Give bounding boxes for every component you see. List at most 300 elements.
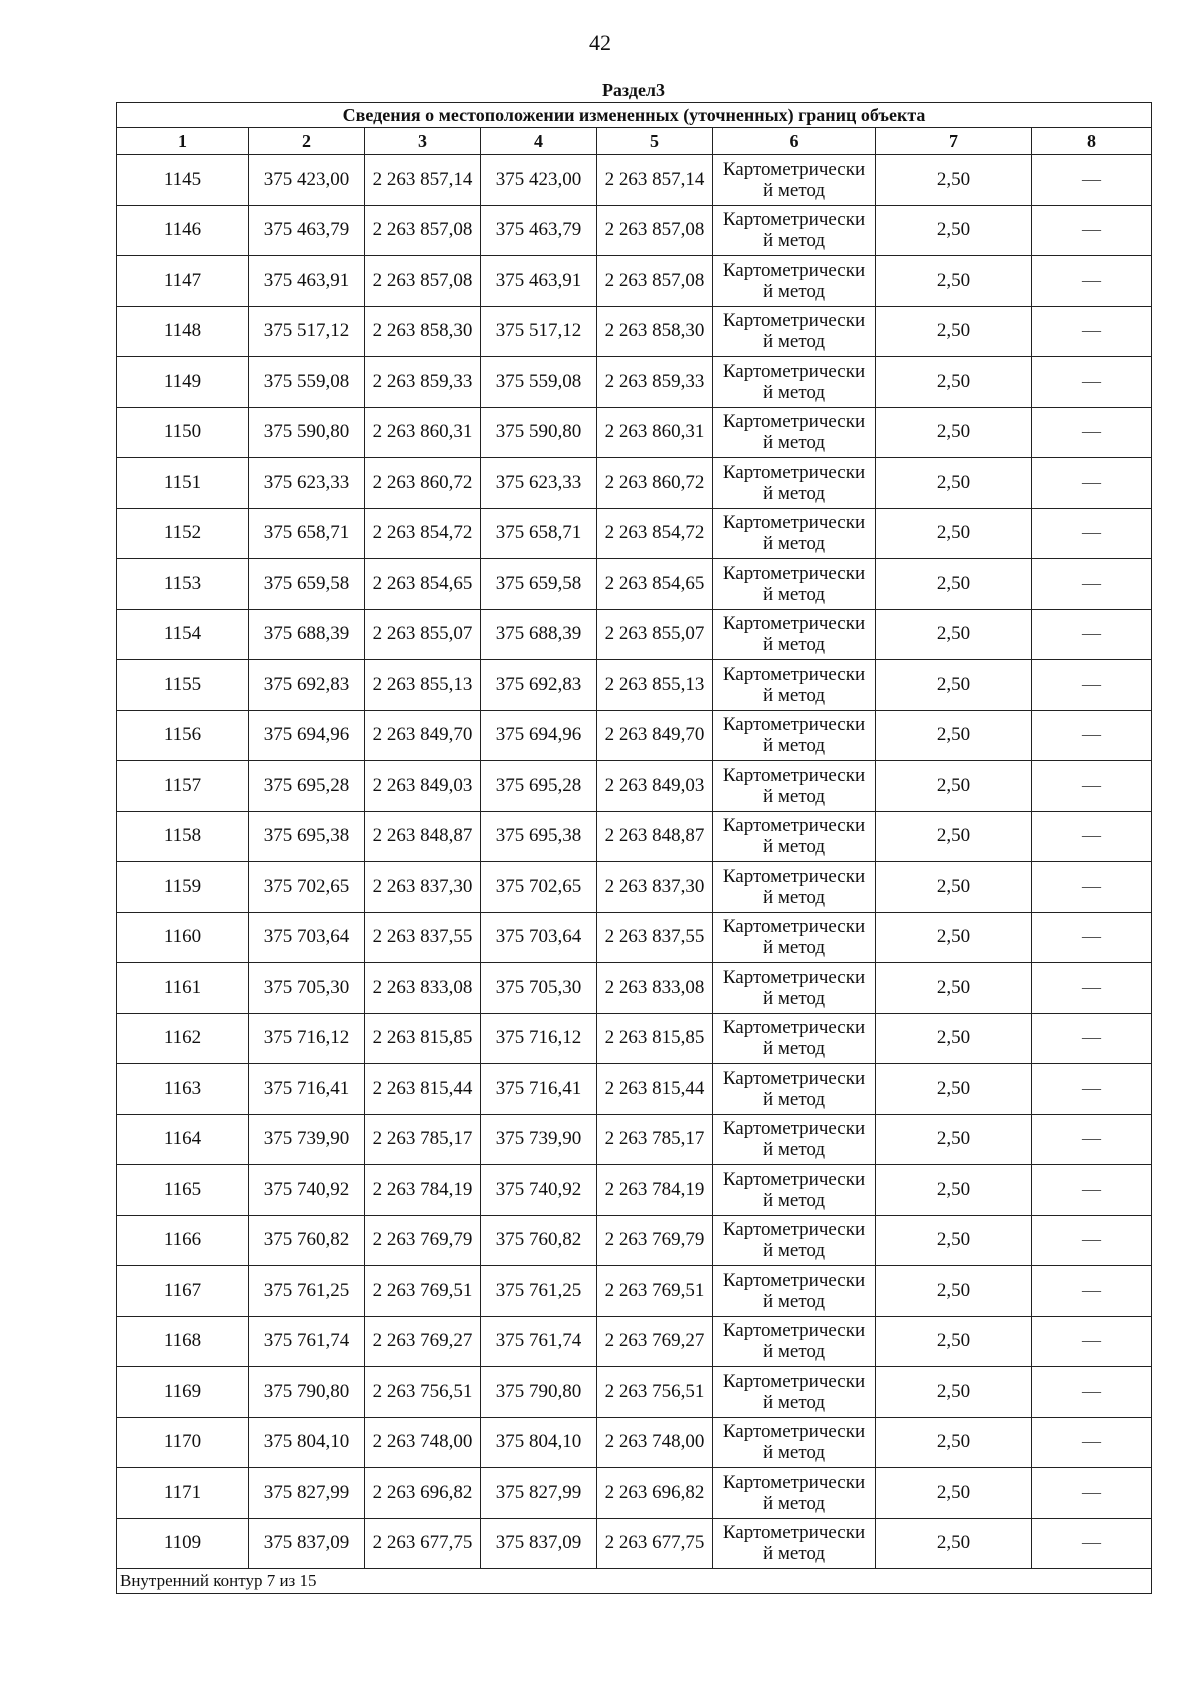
method-cell <box>713 1367 876 1418</box>
y-old-cell: 2 263 815,85 <box>365 1013 481 1064</box>
table-row <box>117 609 1152 660</box>
method-cell <box>713 559 876 610</box>
precision-cell: 2,50 <box>876 205 1032 256</box>
y-old-cell: 2 263 748,00 <box>365 1417 481 1468</box>
x-new-cell: 375 694,96 <box>481 710 597 761</box>
method-line-1: Картометрически <box>722 1269 866 1291</box>
y-new-cell: 2 263 858,30 <box>597 306 713 357</box>
method-line-1: Картометрически <box>722 1067 866 1089</box>
y-new-cell: 2 263 769,27 <box>597 1316 713 1367</box>
y-old-cell: 2 263 857,08 <box>365 256 481 307</box>
precision-cell: 2,50 <box>876 862 1032 913</box>
method-line-1: Картометрически <box>722 663 866 685</box>
section-label: Раздел3 <box>601 80 666 100</box>
x-old-cell: 375 692,83 <box>249 660 365 711</box>
x-new-cell: 375 590,80 <box>481 407 597 458</box>
footer-row <box>117 1569 1152 1594</box>
method-line-1: Картометрически <box>722 512 866 534</box>
y-old-cell: 2 263 860,31 <box>365 407 481 458</box>
method-cell <box>713 1114 876 1165</box>
y-new-cell: 2 263 837,30 <box>597 862 713 913</box>
method-line-1: Картометрически <box>722 764 866 786</box>
method-cell <box>713 256 876 307</box>
method-cell <box>713 912 876 963</box>
table-row <box>117 1417 1152 1468</box>
x-old-cell: 375 695,38 <box>249 811 365 862</box>
x-new-cell: 375 705,30 <box>481 963 597 1014</box>
method-line-1: Картометрически <box>722 158 866 180</box>
point-number-cell: 1109 <box>117 1518 249 1569</box>
point-number-cell: 1164 <box>117 1114 249 1165</box>
table-row <box>117 458 1152 509</box>
method-cell <box>713 1468 876 1519</box>
x-new-cell: 375 703,64 <box>481 912 597 963</box>
method-line-1: Картометрически <box>722 411 866 433</box>
method-line-1: Картометрически <box>722 461 866 483</box>
x-new-cell: 375 716,41 <box>481 1064 597 1115</box>
method-line-1: Картометрически <box>722 1471 866 1493</box>
y-new-cell: 2 263 857,08 <box>597 256 713 307</box>
y-new-cell: 2 263 849,70 <box>597 710 713 761</box>
method-line-2: й метод <box>762 836 826 858</box>
column-header: 2 <box>249 128 365 155</box>
x-new-cell: 375 659,58 <box>481 559 597 610</box>
x-old-cell: 375 658,71 <box>249 508 365 559</box>
table-row <box>117 1518 1152 1569</box>
precision-cell: 2,50 <box>876 963 1032 1014</box>
column-header: 6 <box>713 128 876 155</box>
precision-cell: 2,50 <box>876 155 1032 206</box>
point-number-cell: 1171 <box>117 1468 249 1519</box>
method-line-2: й метод <box>762 1341 826 1363</box>
method-line-2: й метод <box>762 432 826 454</box>
table-body <box>117 155 1152 1569</box>
precision-cell: 2,50 <box>876 1064 1032 1115</box>
description-cell: — <box>1032 862 1152 913</box>
precision-cell: 2,50 <box>876 1468 1032 1519</box>
description-cell: — <box>1032 710 1152 761</box>
method-line-1: Картометрически <box>722 1168 866 1190</box>
x-new-cell: 375 740,92 <box>481 1165 597 1216</box>
column-header: 5 <box>597 128 713 155</box>
x-new-cell: 375 688,39 <box>481 609 597 660</box>
point-number-cell: 1161 <box>117 963 249 1014</box>
table-row <box>117 407 1152 458</box>
y-new-cell: 2 263 748,00 <box>597 1417 713 1468</box>
method-cell <box>713 862 876 913</box>
method-line-2: й метод <box>762 230 826 252</box>
y-new-cell: 2 263 857,08 <box>597 205 713 256</box>
description-cell: — <box>1032 256 1152 307</box>
point-number-cell: 1146 <box>117 205 249 256</box>
y-new-cell: 2 263 696,82 <box>597 1468 713 1519</box>
method-cell <box>713 1417 876 1468</box>
document-sheet <box>116 80 1151 1594</box>
x-new-cell: 375 559,08 <box>481 357 597 408</box>
method-line-2: й метод <box>762 735 826 757</box>
method-cell <box>713 155 876 206</box>
precision-cell: 2,50 <box>876 1417 1032 1468</box>
y-new-cell: 2 263 784,19 <box>597 1165 713 1216</box>
method-line-1: Картометрически <box>722 1522 866 1544</box>
x-new-cell: 375 790,80 <box>481 1367 597 1418</box>
method-line-1: Картометрически <box>722 1421 866 1443</box>
method-cell <box>713 306 876 357</box>
point-number-cell: 1166 <box>117 1215 249 1266</box>
table-row <box>117 1064 1152 1115</box>
point-number-cell: 1165 <box>117 1165 249 1216</box>
x-old-cell: 375 590,80 <box>249 407 365 458</box>
x-old-cell: 375 623,33 <box>249 458 365 509</box>
method-line-2: й метод <box>762 1139 826 1161</box>
description-cell: — <box>1032 963 1152 1014</box>
precision-cell: 2,50 <box>876 1518 1032 1569</box>
x-new-cell: 375 423,00 <box>481 155 597 206</box>
column-header: 1 <box>117 128 249 155</box>
method-cell <box>713 1013 876 1064</box>
method-line-1: Картометрически <box>722 310 866 332</box>
y-new-cell: 2 263 837,55 <box>597 912 713 963</box>
precision-cell: 2,50 <box>876 357 1032 408</box>
method-cell <box>713 609 876 660</box>
precision-cell: 2,50 <box>876 407 1032 458</box>
point-number-cell: 1158 <box>117 811 249 862</box>
boundary-table <box>116 102 1152 1594</box>
y-new-cell: 2 263 859,33 <box>597 357 713 408</box>
y-new-cell: 2 263 857,14 <box>597 155 713 206</box>
description-cell: — <box>1032 559 1152 610</box>
table-row <box>117 1114 1152 1165</box>
method-line-1: Картометрически <box>722 714 866 736</box>
description-cell: — <box>1032 155 1152 206</box>
y-old-cell: 2 263 833,08 <box>365 963 481 1014</box>
column-header: 3 <box>365 128 481 155</box>
description-cell: — <box>1032 1316 1152 1367</box>
method-cell <box>713 357 876 408</box>
description-cell: — <box>1032 1367 1152 1418</box>
method-line-2: й метод <box>762 482 826 504</box>
point-number-cell: 1168 <box>117 1316 249 1367</box>
x-new-cell: 375 463,79 <box>481 205 597 256</box>
y-old-cell: 2 263 857,14 <box>365 155 481 206</box>
y-old-cell: 2 263 784,19 <box>365 1165 481 1216</box>
method-line-2: й метод <box>762 684 826 706</box>
method-cell <box>713 407 876 458</box>
table-row <box>117 155 1152 206</box>
method-cell <box>713 1266 876 1317</box>
y-new-cell: 2 263 677,75 <box>597 1518 713 1569</box>
method-line-2: й метод <box>762 1189 826 1211</box>
y-old-cell: 2 263 849,70 <box>365 710 481 761</box>
x-new-cell: 375 695,38 <box>481 811 597 862</box>
method-cell <box>713 1215 876 1266</box>
table-row <box>117 559 1152 610</box>
x-new-cell: 375 739,90 <box>481 1114 597 1165</box>
method-line-1: Картометрически <box>722 259 866 281</box>
precision-cell: 2,50 <box>876 1215 1032 1266</box>
precision-cell: 2,50 <box>876 1367 1032 1418</box>
method-line-1: Картометрически <box>722 966 866 988</box>
x-new-cell: 375 761,25 <box>481 1266 597 1317</box>
point-number-cell: 1152 <box>117 508 249 559</box>
description-cell: — <box>1032 609 1152 660</box>
y-old-cell: 2 263 837,55 <box>365 912 481 963</box>
description-cell: — <box>1032 508 1152 559</box>
x-old-cell: 375 827,99 <box>249 1468 365 1519</box>
precision-cell: 2,50 <box>876 1114 1032 1165</box>
x-new-cell: 375 517,12 <box>481 306 597 357</box>
point-number-cell: 1154 <box>117 609 249 660</box>
x-new-cell: 375 827,99 <box>481 1468 597 1519</box>
x-old-cell: 375 739,90 <box>249 1114 365 1165</box>
precision-cell: 2,50 <box>876 458 1032 509</box>
y-old-cell: 2 263 769,27 <box>365 1316 481 1367</box>
y-old-cell: 2 263 855,07 <box>365 609 481 660</box>
column-header: 7 <box>876 128 1032 155</box>
method-line-2: й метод <box>762 1240 826 1262</box>
x-new-cell: 375 837,09 <box>481 1518 597 1569</box>
point-number-cell: 1167 <box>117 1266 249 1317</box>
point-number-cell: 1145 <box>117 155 249 206</box>
method-line-2: й метод <box>762 987 826 1009</box>
table-row <box>117 1266 1152 1317</box>
x-old-cell: 375 740,92 <box>249 1165 365 1216</box>
x-old-cell: 375 804,10 <box>249 1417 365 1468</box>
method-cell <box>713 205 876 256</box>
y-new-cell: 2 263 833,08 <box>597 963 713 1014</box>
method-cell <box>713 1316 876 1367</box>
table-title: Сведения о местоположении измененных (уточненных) границ объекта <box>117 103 1152 128</box>
description-cell: — <box>1032 407 1152 458</box>
x-new-cell: 375 760,82 <box>481 1215 597 1266</box>
x-old-cell: 375 716,12 <box>249 1013 365 1064</box>
table-row <box>117 508 1152 559</box>
y-new-cell: 2 263 860,31 <box>597 407 713 458</box>
method-cell <box>713 508 876 559</box>
point-number-cell: 1170 <box>117 1417 249 1468</box>
method-line-1: Картометрически <box>722 1370 866 1392</box>
precision-cell: 2,50 <box>876 660 1032 711</box>
column-header: 8 <box>1032 128 1152 155</box>
x-old-cell: 375 517,12 <box>249 306 365 357</box>
y-new-cell: 2 263 815,44 <box>597 1064 713 1115</box>
x-new-cell: 375 463,91 <box>481 256 597 307</box>
precision-cell: 2,50 <box>876 912 1032 963</box>
point-number-cell: 1150 <box>117 407 249 458</box>
y-old-cell: 2 263 854,65 <box>365 559 481 610</box>
y-new-cell: 2 263 756,51 <box>597 1367 713 1418</box>
precision-cell: 2,50 <box>876 710 1032 761</box>
point-number-cell: 1149 <box>117 357 249 408</box>
point-number-cell: 1148 <box>117 306 249 357</box>
table-row <box>117 306 1152 357</box>
method-cell <box>713 1165 876 1216</box>
x-new-cell: 375 695,28 <box>481 761 597 812</box>
table-row <box>117 912 1152 963</box>
table-row <box>117 660 1152 711</box>
table-row <box>117 357 1152 408</box>
method-line-2: й метод <box>762 1492 826 1514</box>
point-number-cell: 1169 <box>117 1367 249 1418</box>
x-new-cell: 375 692,83 <box>481 660 597 711</box>
precision-cell: 2,50 <box>876 1266 1032 1317</box>
precision-cell: 2,50 <box>876 256 1032 307</box>
method-line-2: й метод <box>762 533 826 555</box>
description-cell: — <box>1032 1215 1152 1266</box>
precision-cell: 2,50 <box>876 559 1032 610</box>
table-row <box>117 1165 1152 1216</box>
method-line-2: й метод <box>762 1088 826 1110</box>
x-new-cell: 375 702,65 <box>481 862 597 913</box>
point-number-cell: 1151 <box>117 458 249 509</box>
x-old-cell: 375 703,64 <box>249 912 365 963</box>
x-old-cell: 375 716,41 <box>249 1064 365 1115</box>
y-old-cell: 2 263 696,82 <box>365 1468 481 1519</box>
description-cell: — <box>1032 205 1152 256</box>
precision-cell: 2,50 <box>876 811 1032 862</box>
table-row <box>117 1367 1152 1418</box>
description-cell: — <box>1032 458 1152 509</box>
precision-cell: 2,50 <box>876 1013 1032 1064</box>
contour-note: Внутренний контур 7 из 15 <box>117 1569 1152 1594</box>
x-old-cell: 375 463,79 <box>249 205 365 256</box>
description-cell: — <box>1032 1518 1152 1569</box>
y-old-cell: 2 263 857,08 <box>365 205 481 256</box>
precision-cell: 2,50 <box>876 1165 1032 1216</box>
y-new-cell: 2 263 855,07 <box>597 609 713 660</box>
method-line-2: й метод <box>762 1290 826 1312</box>
y-old-cell: 2 263 860,72 <box>365 458 481 509</box>
x-new-cell: 375 761,74 <box>481 1316 597 1367</box>
y-new-cell: 2 263 854,65 <box>597 559 713 610</box>
method-line-2: й метод <box>762 1543 826 1565</box>
point-number-cell: 1162 <box>117 1013 249 1064</box>
y-old-cell: 2 263 677,75 <box>365 1518 481 1569</box>
description-cell: — <box>1032 811 1152 862</box>
y-old-cell: 2 263 837,30 <box>365 862 481 913</box>
precision-cell: 2,50 <box>876 306 1032 357</box>
table-row <box>117 862 1152 913</box>
description-cell: — <box>1032 1064 1152 1115</box>
x-old-cell: 375 702,65 <box>249 862 365 913</box>
y-old-cell: 2 263 855,13 <box>365 660 481 711</box>
y-old-cell: 2 263 769,51 <box>365 1266 481 1317</box>
table-row <box>117 761 1152 812</box>
y-new-cell: 2 263 785,17 <box>597 1114 713 1165</box>
method-cell <box>713 811 876 862</box>
precision-cell: 2,50 <box>876 609 1032 660</box>
method-line-1: Картометрически <box>722 916 866 938</box>
table-row <box>117 205 1152 256</box>
x-old-cell: 375 761,25 <box>249 1266 365 1317</box>
method-line-1: Картометрически <box>722 1219 866 1241</box>
y-old-cell: 2 263 785,17 <box>365 1114 481 1165</box>
x-old-cell: 375 423,00 <box>249 155 365 206</box>
method-line-1: Картометрически <box>722 865 866 887</box>
x-old-cell: 375 694,96 <box>249 710 365 761</box>
point-number-cell: 1155 <box>117 660 249 711</box>
description-cell: — <box>1032 1114 1152 1165</box>
y-new-cell: 2 263 855,13 <box>597 660 713 711</box>
point-number-cell: 1156 <box>117 710 249 761</box>
method-line-1: Картометрически <box>722 1118 866 1140</box>
method-cell <box>713 1064 876 1115</box>
method-line-2: й метод <box>762 331 826 353</box>
description-cell: — <box>1032 1417 1152 1468</box>
x-old-cell: 375 659,58 <box>249 559 365 610</box>
description-cell: — <box>1032 761 1152 812</box>
method-line-2: й метод <box>762 886 826 908</box>
table-row <box>117 1316 1152 1367</box>
x-new-cell: 375 716,12 <box>481 1013 597 1064</box>
y-old-cell: 2 263 848,87 <box>365 811 481 862</box>
precision-cell: 2,50 <box>876 761 1032 812</box>
point-number-cell: 1157 <box>117 761 249 812</box>
y-new-cell: 2 263 854,72 <box>597 508 713 559</box>
x-old-cell: 375 688,39 <box>249 609 365 660</box>
x-old-cell: 375 463,91 <box>249 256 365 307</box>
method-line-2: й метод <box>762 280 826 302</box>
method-line-2: й метод <box>762 634 826 656</box>
description-cell: — <box>1032 1165 1152 1216</box>
column-header: 4 <box>481 128 597 155</box>
method-line-2: й метод <box>762 1391 826 1413</box>
method-line-1: Картометрически <box>722 562 866 584</box>
y-new-cell: 2 263 815,85 <box>597 1013 713 1064</box>
table-row <box>117 1468 1152 1519</box>
table-row <box>117 811 1152 862</box>
method-cell <box>713 761 876 812</box>
method-cell <box>713 1518 876 1569</box>
method-line-2: й метод <box>762 381 826 403</box>
x-new-cell: 375 658,71 <box>481 508 597 559</box>
method-cell <box>713 458 876 509</box>
y-new-cell: 2 263 849,03 <box>597 761 713 812</box>
y-old-cell: 2 263 756,51 <box>365 1367 481 1418</box>
x-old-cell: 375 790,80 <box>249 1367 365 1418</box>
method-cell <box>713 963 876 1014</box>
method-line-2: й метод <box>762 583 826 605</box>
table-row <box>117 963 1152 1014</box>
table-row <box>117 710 1152 761</box>
method-cell <box>713 660 876 711</box>
method-line-1: Картометрически <box>722 613 866 635</box>
page-number: 42 <box>589 30 611 55</box>
point-number-cell: 1147 <box>117 256 249 307</box>
table-title-row <box>117 103 1152 128</box>
y-new-cell: 2 263 860,72 <box>597 458 713 509</box>
description-cell: — <box>1032 357 1152 408</box>
y-new-cell: 2 263 848,87 <box>597 811 713 862</box>
x-old-cell: 375 837,09 <box>249 1518 365 1569</box>
x-old-cell: 375 705,30 <box>249 963 365 1014</box>
method-line-1: Картометрически <box>722 1017 866 1039</box>
table-row <box>117 256 1152 307</box>
description-cell: — <box>1032 660 1152 711</box>
description-cell: — <box>1032 1266 1152 1317</box>
method-cell <box>713 710 876 761</box>
table-row <box>117 1013 1152 1064</box>
y-old-cell: 2 263 854,72 <box>365 508 481 559</box>
method-line-1: Картометрически <box>722 209 866 231</box>
method-line-2: й метод <box>762 179 826 201</box>
method-line-2: й метод <box>762 937 826 959</box>
method-line-1: Картометрически <box>722 1320 866 1342</box>
y-old-cell: 2 263 849,03 <box>365 761 481 812</box>
description-cell: — <box>1032 1013 1152 1064</box>
method-line-2: й метод <box>762 785 826 807</box>
point-number-cell: 1163 <box>117 1064 249 1115</box>
